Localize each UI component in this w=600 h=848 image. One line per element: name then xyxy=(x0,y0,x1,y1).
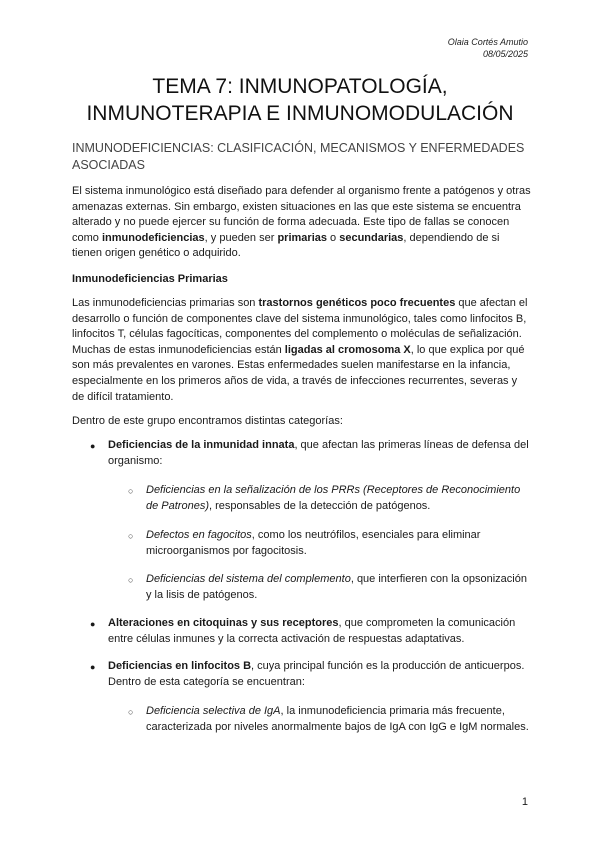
sub-text: , responsables de la detección de patógenos. xyxy=(208,499,431,512)
intro-bold-3: secundarias xyxy=(339,231,404,244)
primarias-bold-1: trastornos genéticos poco frecuentes xyxy=(258,297,456,309)
author-name: Olaia Cortés Amutio xyxy=(447,37,528,47)
sub-text: , la inmunodeficiencia primaria más frecuente, caracterizada por niveles anormalmente bajos de IgA con IgG e IgM normales. xyxy=(146,705,529,733)
sub-italic: Deficiencias del sistema del complemento xyxy=(146,573,351,585)
bullet-dot-icon: ● xyxy=(90,441,96,451)
intro-paragraph xyxy=(72,184,532,262)
intro-text-2: , y pueden ser xyxy=(204,231,278,244)
list-item xyxy=(108,438,530,469)
bullet-text: , que afectan las primeras líneas de defensa del organismo: xyxy=(108,439,529,467)
sub-italic: Deficiencias en la señalización de los PRRs (Receptores de Reconocimiento de Patrones) xyxy=(146,484,521,512)
list-item xyxy=(146,572,530,603)
categorias-intro: Dentro de este grupo encontramos distintas categorías: xyxy=(72,415,343,427)
bullet-bold: Deficiencias en linfocitos B xyxy=(108,660,252,672)
title-line-2: INMUNOTERAPIA E INMUNOMODULACIÓN xyxy=(86,102,514,125)
sub-italic: Defectos en fagocitos xyxy=(146,529,252,541)
bullet-text: , cuya principal función es la producción de anticuerpos. Dentro de esta categoría se encuentran: xyxy=(108,660,525,688)
circle-bullet-icon: ○ xyxy=(128,575,134,585)
circle-bullet-icon: ○ xyxy=(128,486,134,496)
intro-bold-2: primarias xyxy=(277,231,327,244)
intro-text-3: o xyxy=(326,231,340,244)
list-item xyxy=(146,704,530,735)
bullet-dot-icon: ● xyxy=(90,619,96,629)
primarias-bold-2: ligadas al cromosoma X xyxy=(284,343,411,356)
document-date: 08/05/2025 xyxy=(482,49,528,59)
list-item xyxy=(146,483,530,514)
bullet-bold: Alteraciones en citoquinas y sus receptores xyxy=(108,617,339,629)
list-item xyxy=(108,616,530,647)
primarias-text-1: Las inmunodeficiencias primarias son xyxy=(72,297,259,309)
sub-text: , como los neutrófilos, esenciales para eliminar microorganismos por fagocitosis. xyxy=(146,529,481,557)
intro-text-4: , dependiendo de si tienen origen genético o adquirido. xyxy=(72,231,500,260)
list-item xyxy=(108,659,530,690)
primarias-paragraph xyxy=(72,296,532,405)
sub-text: , que interfieren con la opsonización y la lisis de patógenos. xyxy=(146,573,527,601)
bullet-dot-icon: ● xyxy=(90,662,96,672)
author-header xyxy=(448,36,528,60)
circle-bullet-icon: ○ xyxy=(128,707,134,717)
list-item xyxy=(146,528,530,559)
intro-text-1: El sistema inmunológico está diseñado para defender al organismo frente a patógenos y otras amenazas externas. Sin embargo, existen situaciones en las que este sistema se encuentra alterado y no puede ejercer su función de forma adecuada. Este tipo de fallas se conocen como xyxy=(72,185,531,244)
page-number: 1 xyxy=(521,796,528,808)
sub-italic: Deficiencia selectiva de IgA xyxy=(146,705,281,717)
primarias-text-3: , lo que explica por qué son más prevalentes en varones. Estas enfermedades suelen manifestarse en la infancia, especialmente en los primeros años de vida, a través de infecciones recurrentes, severas y de difícil tratamiento. xyxy=(72,343,525,403)
title-line-1: TEMA 7: INMUNOPATOLOGÍA, xyxy=(152,75,448,98)
section-heading: INMUNODEFICIENCIAS: CLASIFICACIÓN, MECANISMOS Y ENFERMEDADES ASOCIADAS xyxy=(72,141,525,172)
circle-bullet-icon: ○ xyxy=(128,531,134,541)
bullet-text: , que comprometen la comunicación entre células inmunes y la correcta activación de respuestas adaptativas. xyxy=(108,617,516,645)
bullet-bold: Deficiencias de la inmunidad innata xyxy=(108,439,295,451)
subheading-primarias: Inmunodeficiencias Primarias xyxy=(72,273,228,285)
primarias-text-2: que afectan el desarrollo o función de componentes clave del sistema inmunológico, tales como linfocitos B, linfocitos T, células fagocíticas, componentes del complemento o moléculas de señalización. Muchas de estas inmunodeficiencias están xyxy=(72,297,528,356)
page-title xyxy=(72,73,528,127)
intro-bold-1: inmunodeficiencias xyxy=(101,231,205,244)
